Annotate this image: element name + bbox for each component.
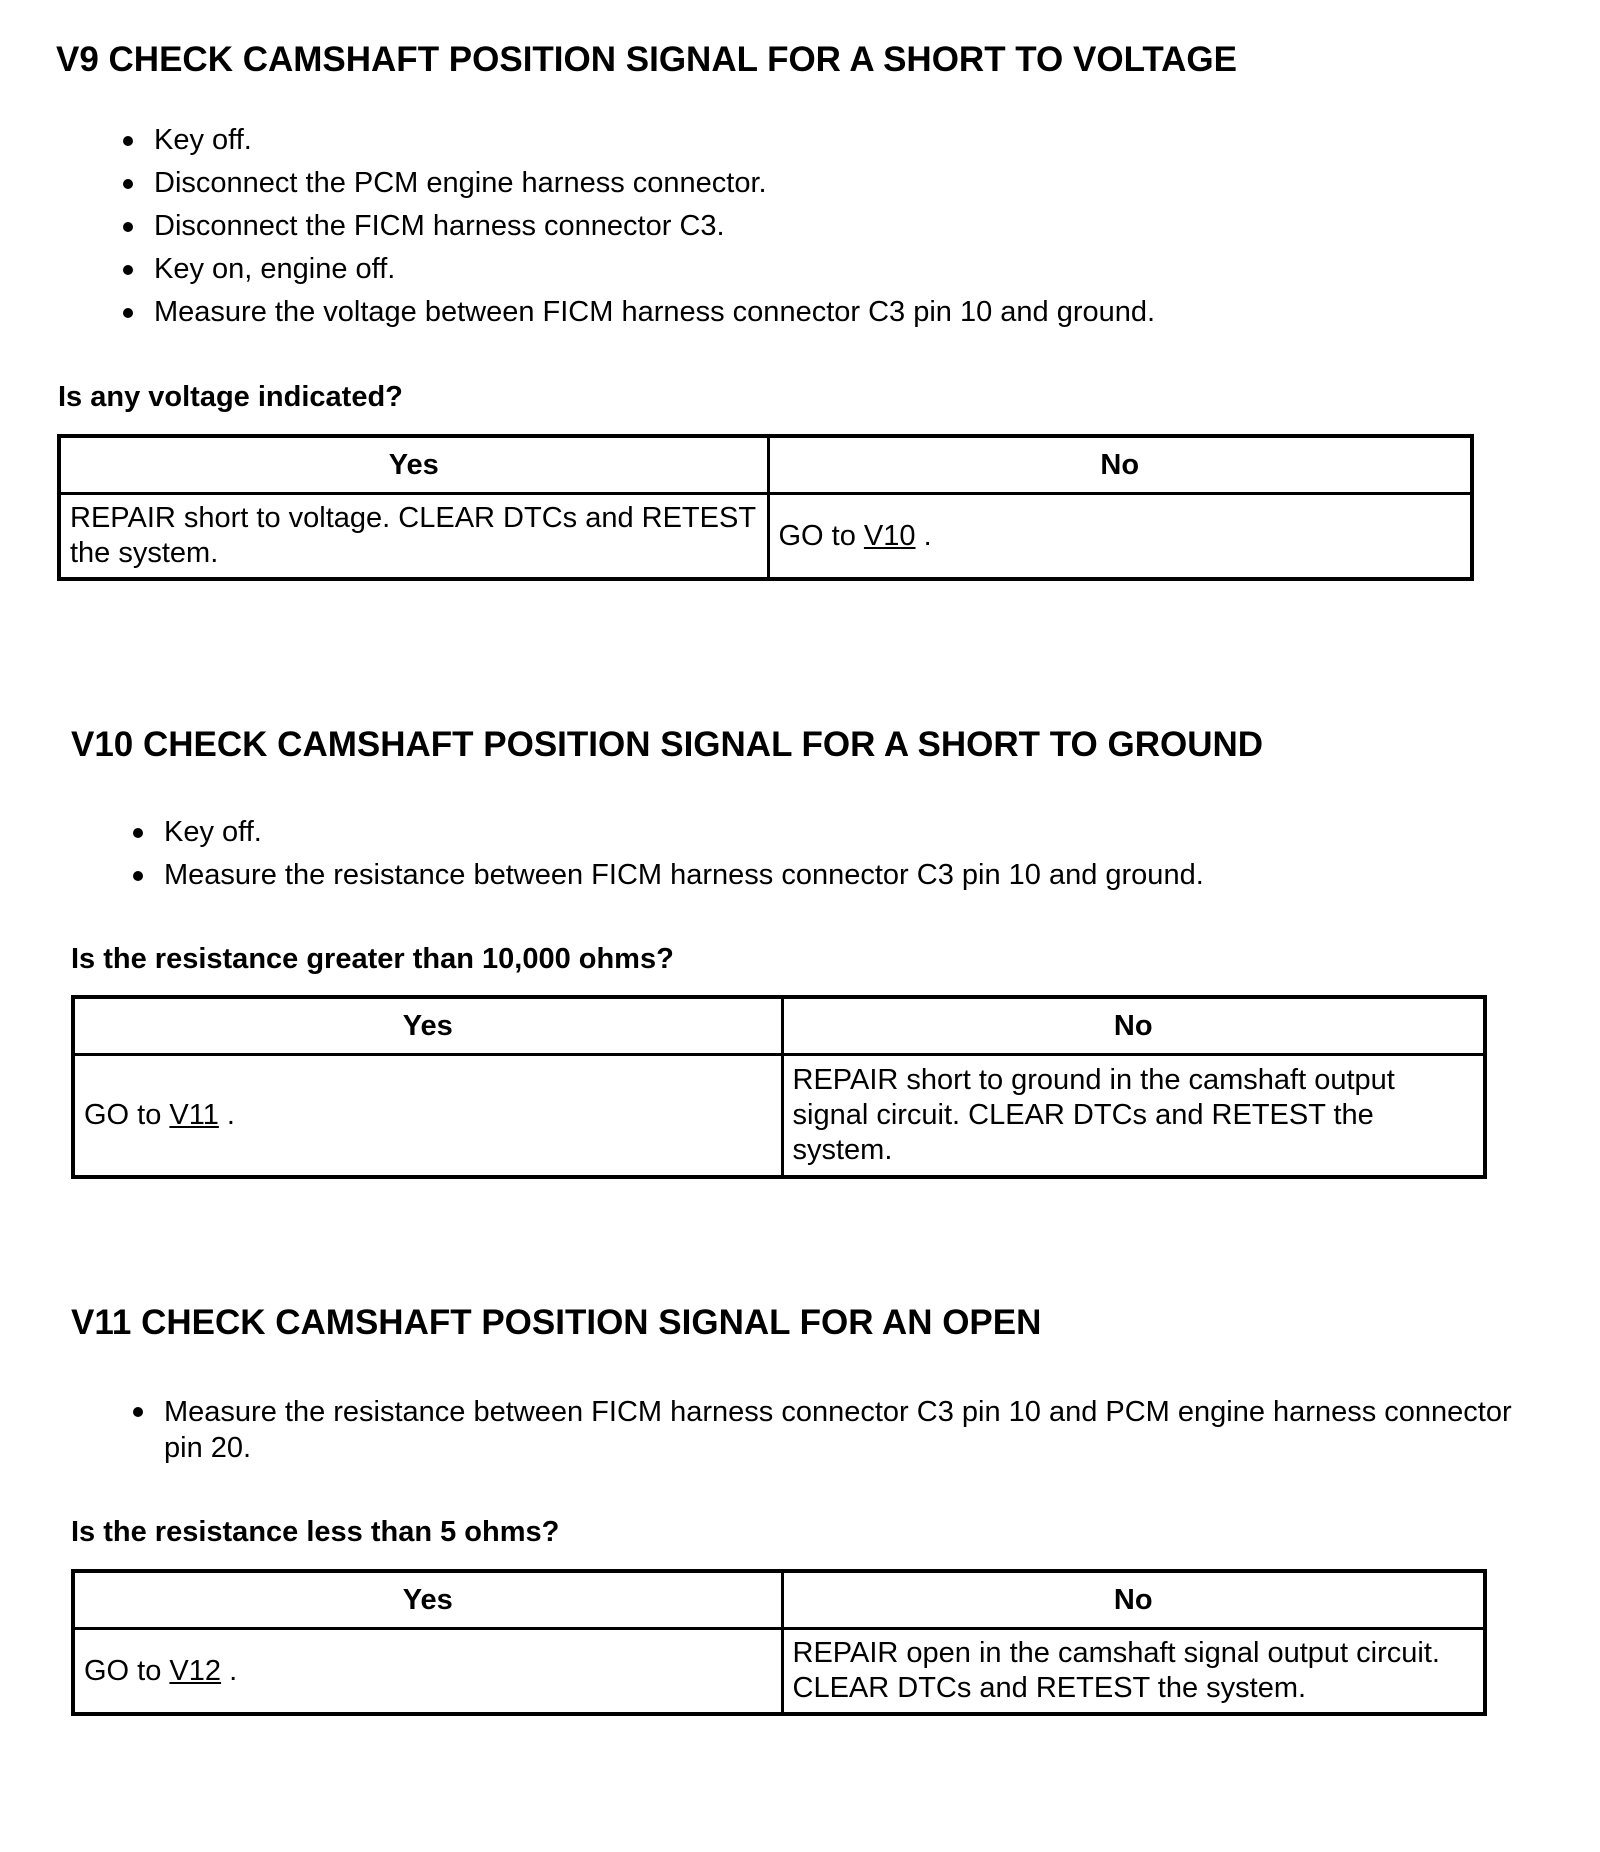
list-item	[123, 291, 1155, 334]
list-item	[123, 162, 1155, 205]
yes-cell	[73, 1055, 782, 1178]
list-item	[123, 248, 1155, 291]
list-item	[133, 811, 1204, 854]
link-v11[interactable]: V11	[169, 1099, 219, 1131]
no-header: No	[768, 436, 1472, 494]
yes-cell: REPAIR short to voltage. CLEAR DTCs and RETEST the system.	[59, 494, 768, 580]
no-cell	[768, 494, 1472, 580]
list-item	[133, 854, 1204, 897]
step-text: Key off.	[164, 816, 262, 848]
no-cell: REPAIR open in the camshaft signal output circuit. CLEAR DTCs and RETEST the system.	[782, 1629, 1485, 1715]
bullet-icon	[133, 1407, 143, 1417]
step-text: Measure the resistance between FICM harness connector C3 pin 10 and ground.	[164, 859, 1204, 891]
yes-header: Yes	[73, 997, 782, 1055]
steps-list-v10	[133, 811, 1204, 897]
section-heading-v11: V11 CHECK CAMSHAFT POSITION SIGNAL FOR AN OPEN	[71, 1303, 1042, 1342]
bullet-icon	[123, 308, 133, 318]
steps-list-v11	[133, 1394, 1533, 1466]
link-v10[interactable]: V10	[863, 519, 916, 552]
step-text: Key off.	[154, 124, 252, 156]
question-v11: Is the resistance less than 5 ohms?	[71, 1516, 560, 1548]
no-cell: REPAIR short to ground in the camshaft output signal circuit. CLEAR DTCs and RETEST the system.	[782, 1055, 1485, 1178]
step-text: Disconnect the PCM engine harness connector.	[154, 167, 767, 199]
question-v10: Is the resistance greater than 10,000 ohms?	[71, 943, 674, 975]
bullet-icon	[123, 222, 133, 232]
list-item	[123, 205, 1155, 248]
goto-text: GO to	[84, 1654, 170, 1687]
bullet-icon	[123, 265, 133, 275]
goto-text: GO to	[778, 519, 864, 552]
step-text: Key on, engine off.	[154, 253, 396, 285]
list-item	[133, 1394, 1533, 1466]
result-table-v10	[71, 995, 1487, 1179]
bullet-icon	[123, 179, 133, 189]
yes-cell	[73, 1629, 782, 1715]
result-table-v11	[71, 1569, 1487, 1716]
period-text: .	[218, 1099, 235, 1131]
bullet-icon	[133, 871, 143, 881]
steps-list-v9	[123, 119, 1155, 334]
no-header: No	[782, 1571, 1485, 1629]
bullet-icon	[133, 828, 143, 838]
step-text: Measure the resistance between FICM harness connector C3 pin 10 and PCM engine harness connector pin 20.	[164, 1396, 1512, 1464]
period-text: .	[915, 519, 932, 552]
goto-text: GO to	[84, 1099, 170, 1131]
step-text: Measure the voltage between FICM harness connector C3 pin 10 and ground.	[154, 296, 1156, 328]
yes-header: Yes	[59, 436, 768, 494]
period-text: .	[221, 1654, 238, 1687]
no-header: No	[782, 997, 1485, 1055]
section-heading-v9: V9 CHECK CAMSHAFT POSITION SIGNAL FOR A SHORT TO VOLTAGE	[56, 40, 1237, 79]
section-heading-v10: V10 CHECK CAMSHAFT POSITION SIGNAL FOR A SHORT TO GROUND	[71, 725, 1264, 764]
bullet-icon	[123, 136, 133, 146]
result-table-v9	[57, 434, 1474, 581]
yes-header: Yes	[73, 1571, 782, 1629]
link-v12[interactable]: V12	[169, 1654, 222, 1687]
step-text: Disconnect the FICM harness connector C3.	[154, 210, 725, 242]
list-item	[123, 119, 1155, 162]
question-v9: Is any voltage indicated?	[58, 381, 403, 413]
